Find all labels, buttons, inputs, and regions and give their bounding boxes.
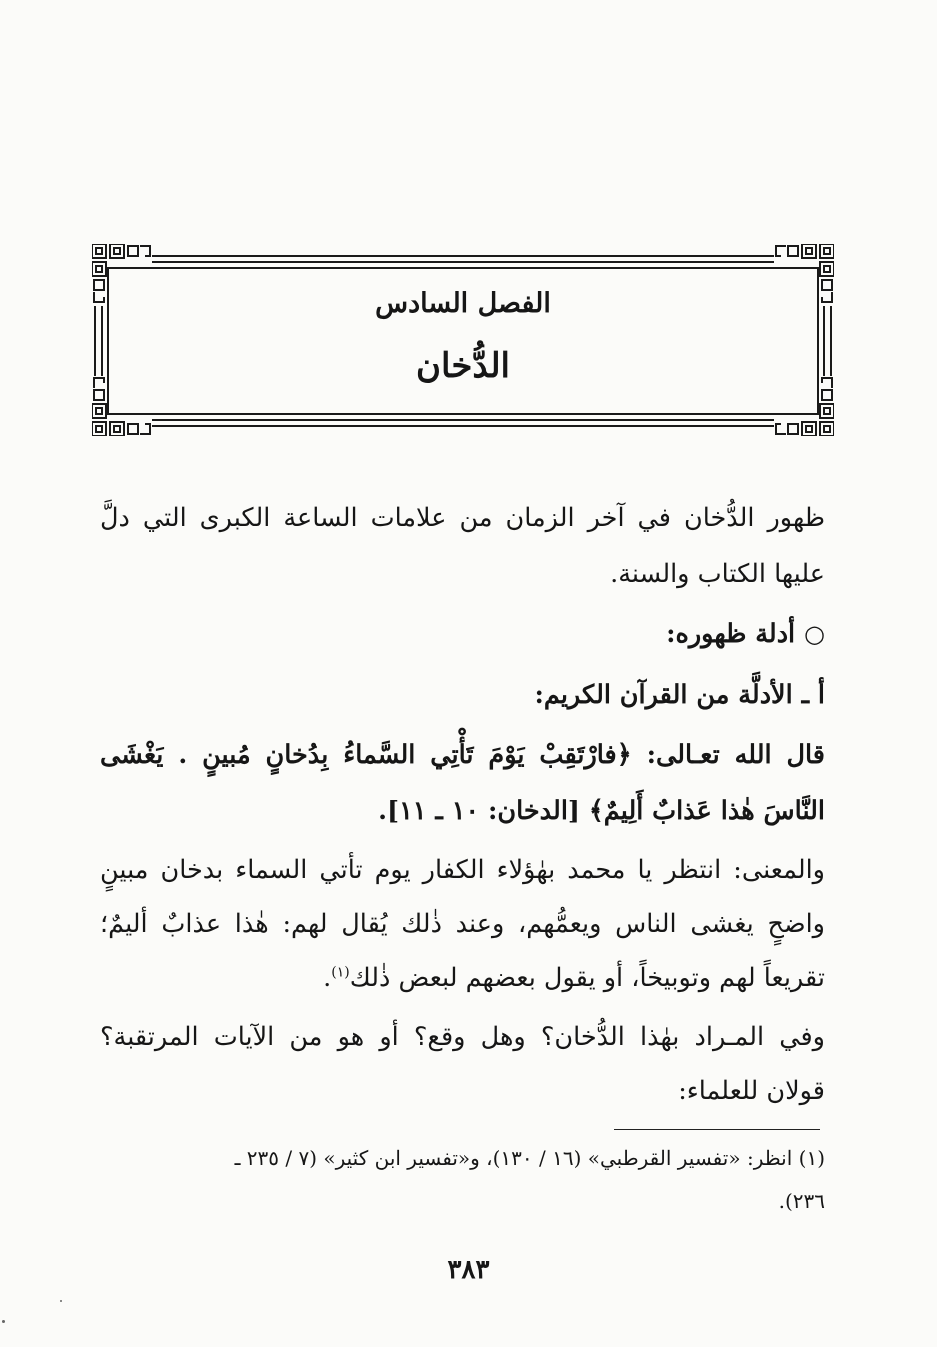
- page-number: ٣٨٣: [447, 1255, 490, 1285]
- paragraph-line: والمعنى: انتظر يا محمد بهٰؤلاء الكفار يوم تأتي السماء بدخان مبينٍ: [100, 855, 825, 885]
- paragraph-line: [323, 963, 825, 994]
- circle-bullet-icon: ○: [804, 620, 825, 648]
- footnote-line: (١) انظر: «تفسير القرطبي» (١٦ / ١٣٠)، و«تفسير ابن كثير» (٧ / ٢٣٥ ـ: [234, 1146, 825, 1170]
- chapter-title: الفصل السادس: [375, 288, 551, 319]
- scan-speck: [60, 1300, 62, 1302]
- footnote-line: ٢٣٦).: [778, 1189, 825, 1213]
- paragraph-line: وفي المـراد بهٰذا الدُّخان؟ وهل وقع؟ أو هو من الآيات المرتقبة؟: [100, 1022, 825, 1052]
- subheading: أ ـ الأدلَّة من القرآن الكريم:: [534, 680, 825, 710]
- paragraph-line: قولان للعلماء:: [678, 1076, 825, 1106]
- chapter-title-frame: [92, 244, 834, 436]
- paragraph-line: عليها الكتاب والسنة.: [610, 559, 825, 589]
- footnote-separator: [614, 1129, 820, 1130]
- footnote-ref[interactable]: (١): [331, 964, 350, 981]
- verse-line: قال الله تعـالى: ﴿فارْتَقِبْ يَوْمَ تَأْتِي السَّماءُ بِدُخانٍ مُبينٍ . يَغْشَى: [100, 740, 825, 770]
- section-heading: [666, 619, 825, 650]
- sentence-end: .: [323, 963, 332, 993]
- paragraph-text: تقريعاً لهم وتوبيخاً، أو يقول بعضهم لبعض ذٰلك: [349, 963, 825, 993]
- verse-line: النَّاسَ هٰذا عَذابٌ أَلِيمٌ﴾ [الدخان: ١٠ ـ ١١].: [378, 796, 825, 826]
- paragraph-line: واضحٍ يغشى الناس ويعمُّهم، وعند ذٰلك يُقال لهم: هٰذا عذابٌ أليمٌ؛: [100, 909, 825, 939]
- topic-title: الدُّخان: [416, 346, 510, 386]
- paragraph-line: ظهور الدُّخان في آخر الزمان من علامات الساعة الكبرى التي دلَّ: [100, 503, 825, 533]
- section-heading-text: أدلة ظهوره:: [666, 619, 796, 649]
- ornamental-border: [92, 244, 834, 436]
- scan-speck: [2, 1320, 5, 1323]
